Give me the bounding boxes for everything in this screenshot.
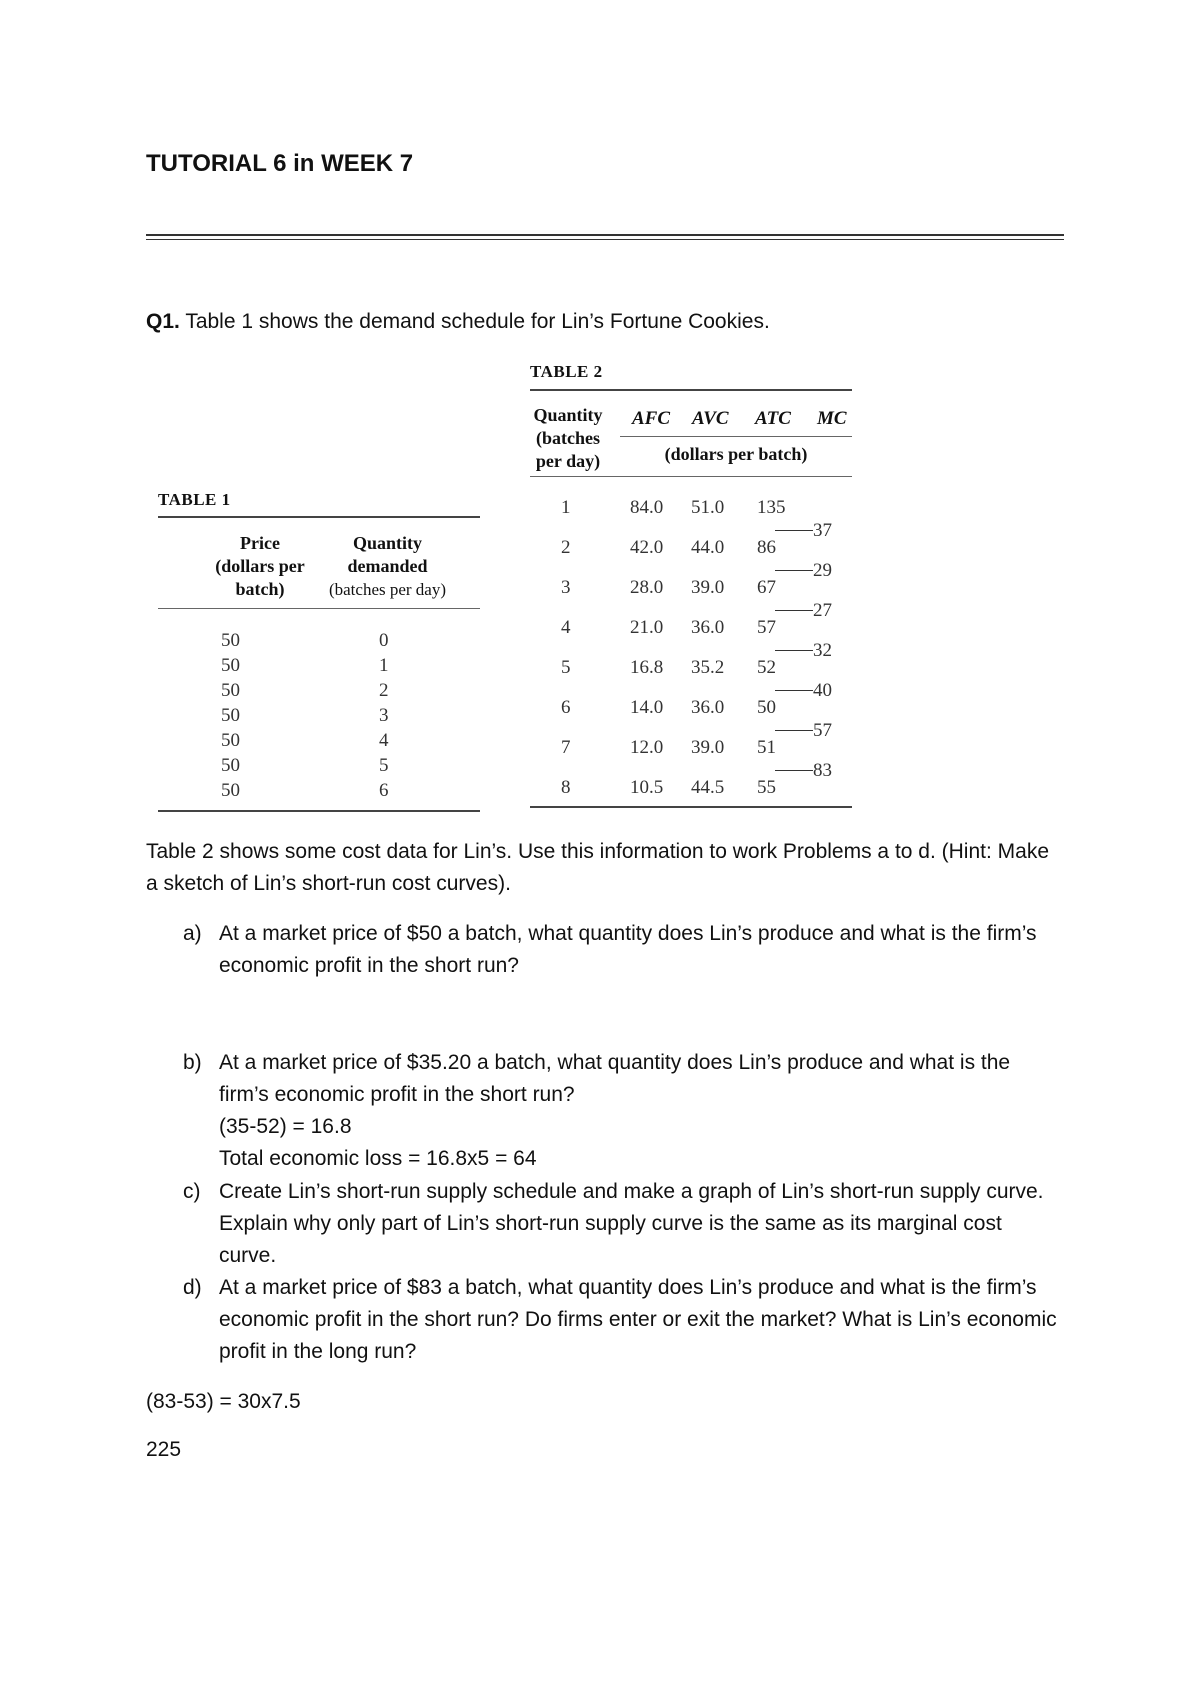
quantity-cell: 8 bbox=[561, 777, 571, 798]
table-2-quantity-header bbox=[526, 404, 610, 473]
quantity-cell: 4 bbox=[561, 617, 571, 638]
avc-cell: 44.0 bbox=[691, 537, 725, 558]
mc-cell: 29 bbox=[813, 560, 832, 581]
quantity-cell: 6 bbox=[561, 697, 571, 718]
problem-label: c) bbox=[183, 1180, 201, 1203]
title-divider bbox=[146, 234, 1064, 236]
answer-line: Total economic loss = 16.8x5 = 64 bbox=[219, 1147, 537, 1170]
answer-note-1: (83-53) = 30x7.5 bbox=[146, 1390, 301, 1413]
mc-leader-line bbox=[775, 730, 813, 731]
header-line: demanded bbox=[347, 556, 428, 576]
header-line: (batches bbox=[536, 428, 600, 448]
mc-leader-line bbox=[775, 530, 813, 531]
atc-cell: 57 bbox=[757, 617, 776, 638]
question-text: Table 1 shows the demand schedule for Lin’s Fortune Cookies. bbox=[185, 310, 770, 333]
table-cell: 50 bbox=[221, 730, 240, 751]
problem-d bbox=[183, 1272, 1063, 1368]
problem-text bbox=[219, 1047, 1059, 1175]
afc-cell: 12.0 bbox=[630, 737, 664, 758]
quantity-cell: 3 bbox=[561, 577, 571, 598]
mc-leader-line bbox=[775, 610, 813, 611]
col-header-mc: MC bbox=[817, 408, 847, 429]
quantity-cell: 7 bbox=[561, 737, 571, 758]
table-2-top-rule bbox=[530, 389, 852, 391]
intro-paragraph: Table 2 shows some cost data for Lin’s. Use this information to work Problems a to d. (Hint: Make a sketch of Lin’s short-run cost curves). bbox=[146, 840, 1049, 895]
header-line: batch) bbox=[235, 579, 285, 599]
problem-text: At a market price of $83 a batch, what quantity does Lin’s produce and what is the firm’s economic profit in the short run? Do firms enter or exit the market? What is Lin’s economic profit in the long run? bbox=[219, 1276, 1057, 1363]
mc-cell: 83 bbox=[813, 760, 832, 781]
title-divider-thin bbox=[146, 239, 1064, 240]
problem-c bbox=[183, 1176, 1063, 1272]
atc-cell: 55 bbox=[757, 777, 776, 798]
atc-cell: 51 bbox=[757, 737, 776, 758]
header-line: (dollars per bbox=[215, 556, 305, 576]
quantity-cell: 5 bbox=[561, 657, 571, 678]
table-1-quantity-column bbox=[379, 628, 389, 803]
page-title: TUTORIAL 6 in WEEK 7 bbox=[146, 150, 414, 177]
mc-cell: 57 bbox=[813, 720, 832, 741]
afc-cell: 14.0 bbox=[630, 697, 664, 718]
mc-cell: 37 bbox=[813, 520, 832, 541]
table-1-quantity-header bbox=[300, 532, 475, 601]
col-header-atc: ATC bbox=[755, 408, 791, 429]
afc-cell: 16.8 bbox=[630, 657, 664, 678]
answer-note-2: 225 bbox=[146, 1438, 182, 1461]
table-cell: 50 bbox=[221, 655, 240, 676]
table-cell: 6 bbox=[379, 780, 389, 801]
header-line: per day) bbox=[535, 451, 601, 471]
avc-cell: 51.0 bbox=[691, 497, 725, 518]
mc-leader-line bbox=[775, 570, 813, 571]
table-cell: 50 bbox=[221, 630, 240, 651]
afc-cell: 84.0 bbox=[630, 497, 664, 518]
avc-cell: 44.5 bbox=[691, 777, 725, 798]
table-cell: 50 bbox=[221, 705, 240, 726]
table-cell: 50 bbox=[221, 680, 240, 701]
table-1-header-rule bbox=[158, 608, 480, 609]
table-2-title: TABLE 2 bbox=[530, 362, 603, 381]
mc-leader-line bbox=[775, 690, 813, 691]
afc-cell: 10.5 bbox=[630, 777, 664, 798]
col-header-afc: AFC bbox=[632, 408, 671, 429]
afc-cell: 21.0 bbox=[630, 617, 664, 638]
header-line: Quantity bbox=[352, 533, 422, 553]
table-cell: 50 bbox=[221, 755, 240, 776]
quantity-cell: 2 bbox=[561, 537, 571, 558]
problem-line: At a market price of $35.20 a batch, what quantity does Lin’s produce and what is the firm’s economic profit in the short run? bbox=[219, 1051, 1011, 1106]
table-2-header-rule bbox=[530, 476, 852, 477]
table-2-bottom-rule bbox=[530, 806, 852, 808]
avc-cell: 36.0 bbox=[691, 617, 725, 638]
avc-cell: 35.2 bbox=[691, 657, 725, 678]
avc-cell: 39.0 bbox=[691, 577, 725, 598]
answer-line: (35-52) = 16.8 bbox=[219, 1115, 352, 1138]
table-cell: 4 bbox=[379, 730, 389, 751]
mc-cell: 40 bbox=[813, 680, 832, 701]
afc-cell: 28.0 bbox=[630, 577, 664, 598]
header-line: Quantity bbox=[533, 405, 603, 425]
table-cell: 2 bbox=[379, 680, 389, 701]
atc-cell: 67 bbox=[757, 577, 776, 598]
problem-b bbox=[183, 1047, 1063, 1175]
problem-a bbox=[183, 918, 1063, 984]
problem-text: At a market price of $50 a batch, what quantity does Lin’s produce and what is the firm’s economic profit in the short run? bbox=[219, 922, 1037, 977]
atc-cell: 52 bbox=[757, 657, 776, 678]
problem-label: d) bbox=[183, 1276, 202, 1299]
avc-cell: 36.0 bbox=[691, 697, 725, 718]
header-line: (batches per day) bbox=[328, 580, 447, 599]
table-2-unit-header bbox=[620, 443, 852, 466]
mc-leader-line bbox=[775, 770, 813, 771]
table-cell: 50 bbox=[221, 780, 240, 801]
table-cell: 3 bbox=[379, 705, 389, 726]
table-1-bottom-rule bbox=[158, 810, 480, 812]
table-cell: 0 bbox=[379, 630, 389, 651]
mc-leader-line bbox=[775, 650, 813, 651]
problem-text: Create Lin’s short-run supply schedule and make a graph of Lin’s short-run supply curve. Explain why only part of Lin’s short-run supply curve is the same as its marginal cost curve. bbox=[219, 1180, 1044, 1267]
question-1 bbox=[146, 310, 770, 334]
quantity-cell: 1 bbox=[561, 497, 571, 518]
afc-cell: 42.0 bbox=[630, 537, 664, 558]
unit-header-text: (dollars per batch) bbox=[664, 444, 808, 464]
table-2-subheader-rule bbox=[620, 436, 852, 437]
table-1-title: TABLE 1 bbox=[158, 490, 231, 509]
atc-cell: 86 bbox=[757, 537, 776, 558]
question-label: Q1. bbox=[146, 310, 180, 333]
problem-label: a) bbox=[183, 922, 202, 945]
atc-cell: 135 bbox=[757, 497, 786, 518]
header-line: Price bbox=[240, 533, 280, 553]
table-1-top-rule bbox=[158, 516, 480, 518]
problem-label: b) bbox=[183, 1051, 202, 1074]
avc-cell: 39.0 bbox=[691, 737, 725, 758]
table-1-price-column bbox=[221, 628, 240, 803]
col-header-avc: AVC bbox=[692, 408, 729, 429]
table-cell: 1 bbox=[379, 655, 389, 676]
mc-cell: 32 bbox=[813, 640, 832, 661]
mc-cell: 27 bbox=[813, 600, 832, 621]
table-cell: 5 bbox=[379, 755, 389, 776]
atc-cell: 50 bbox=[757, 697, 776, 718]
